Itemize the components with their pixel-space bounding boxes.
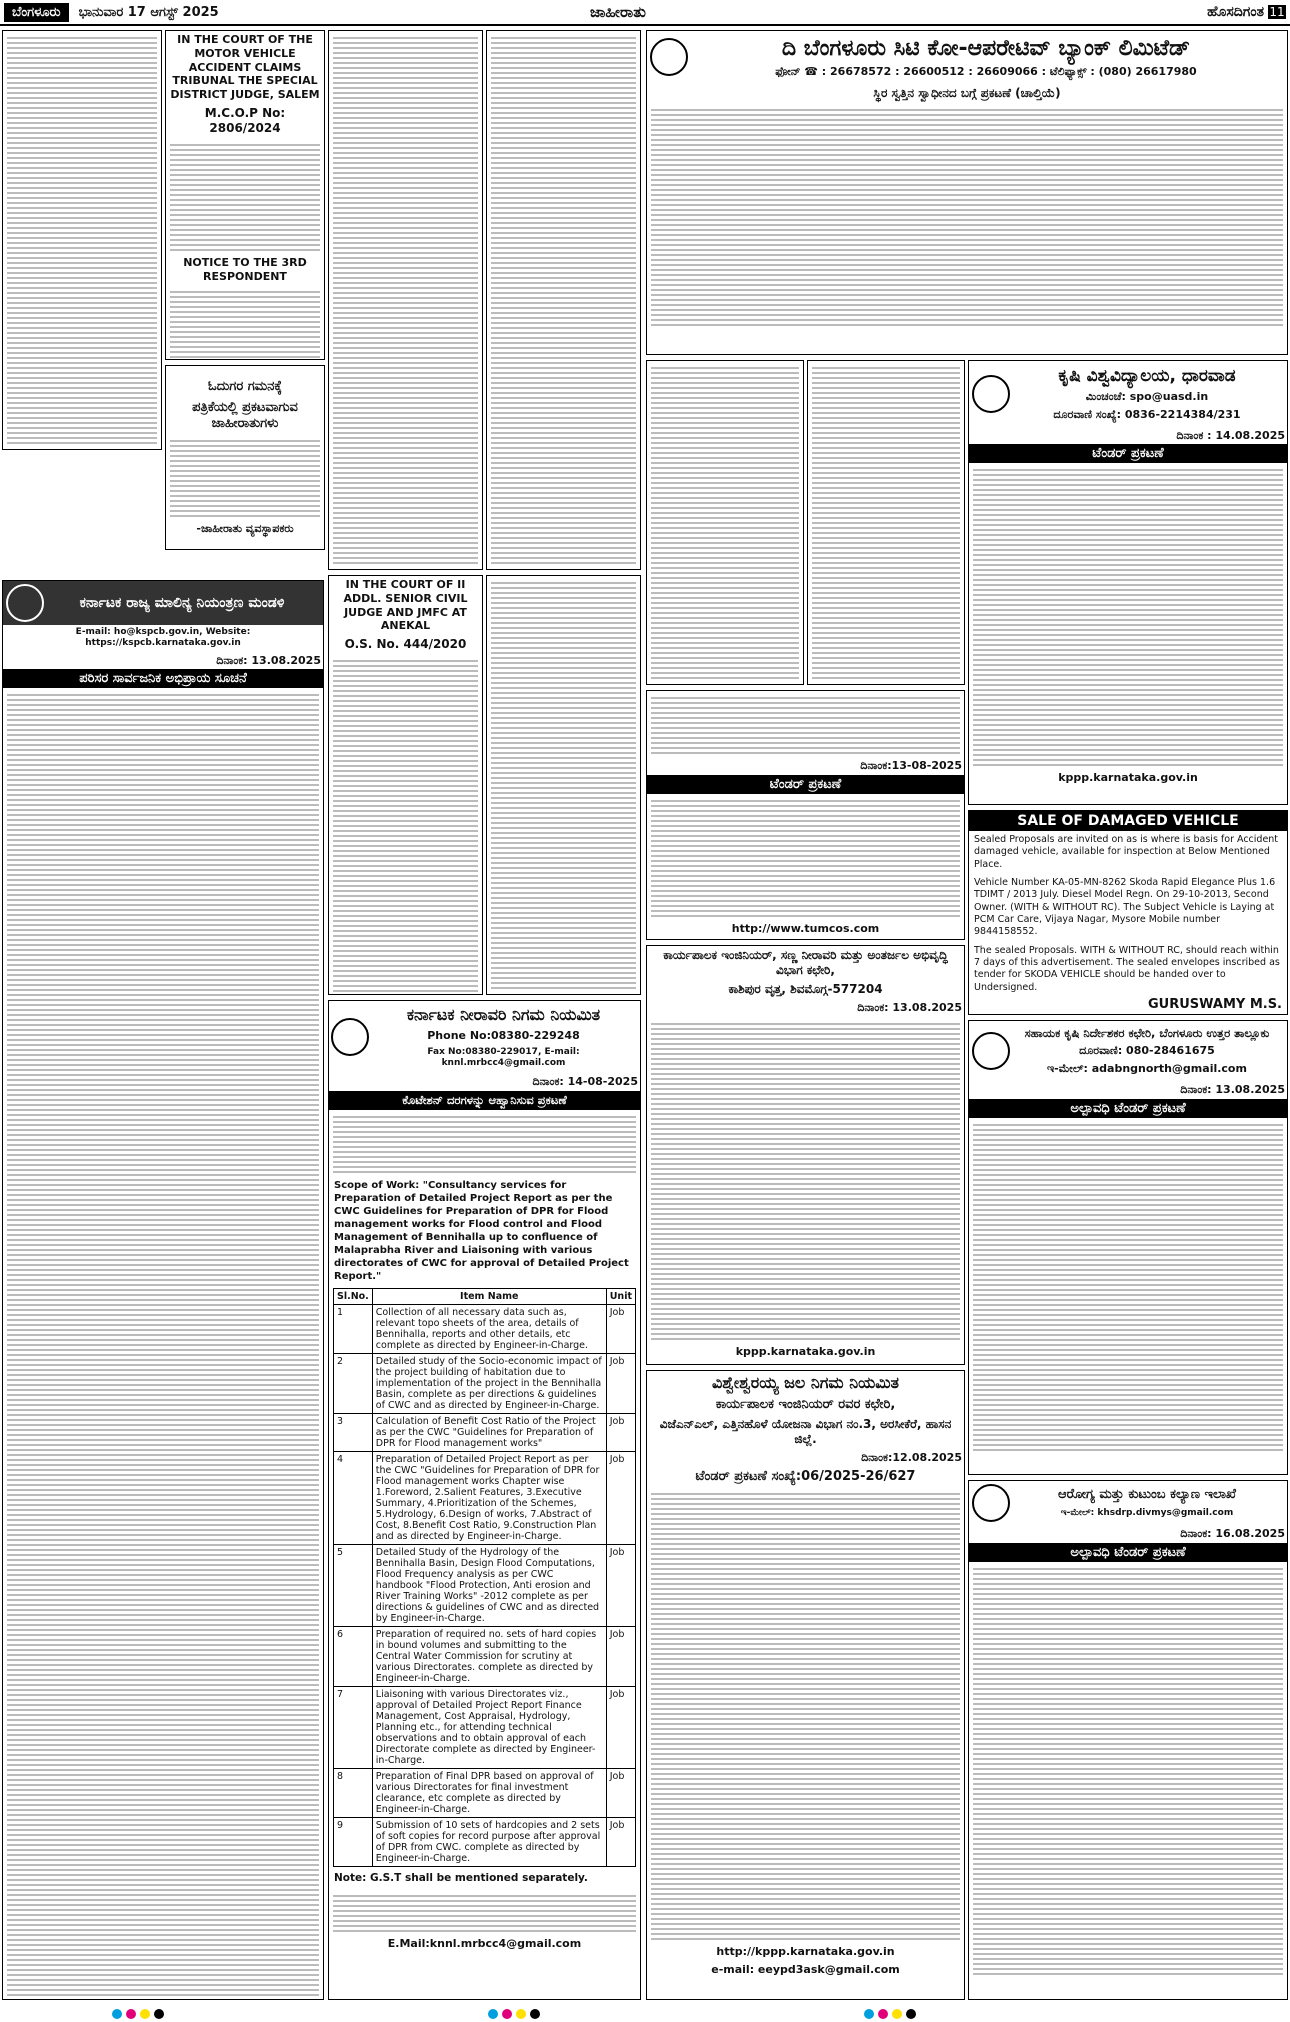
knnl-bar: ಕೊಟೇಶನ್ ದರಗಳನ್ನು ಆಹ್ವಾನಿಸುವ ಪ್ರಕಟಣೆ: [329, 1091, 640, 1110]
tumcos-header: [651, 694, 960, 754]
bank-notice-heading: ಸ್ಥಿರ ಸ್ವತ್ತಿನ ಸ್ವಾಧೀನದ ಬಗ್ಗೆ ಪ್ರಕಟಣೆ (ಚಾಲ್ತಿಯೆ): [873, 85, 1061, 100]
item-number: 3: [334, 1414, 373, 1452]
notice-text-lines-3: [491, 34, 636, 564]
page-number: 11: [1269, 5, 1285, 19]
health-body: [973, 1565, 1283, 1975]
anekal-court-notice: [328, 575, 483, 995]
notice-text-lines-6: [491, 579, 636, 989]
damaged-vehicle-condition: The sealed Proposals. WITH & WITHOUT RC, should reach within 7 days of this advertisement. The sealed envelopes inscribed as tender for SKODA VEHICLE should be handed over to Undersigned.: [974, 944, 1280, 993]
coop-bank-notice: [646, 30, 1288, 355]
ksda-date: ದಿನಾಂಕ: 13.08.2025: [1180, 1082, 1285, 1096]
tumcos-site: http://www.tumcos.com: [731, 921, 880, 935]
color-registration-strip: [0, 2006, 1290, 2022]
uas-tender-notice: [968, 360, 1288, 805]
motor-court-case-no: M.C.O.P No: 2806/2024: [204, 105, 286, 135]
damaged-vehicle-text: Sealed Proposals are invited on as is where is basis for Accident damaged vehicle, available for inspection at Below Mentioned Place.: [974, 834, 1279, 870]
tumcos-bar: ಟೆಂಡರ್ ಪ್ರಕಟಣೆ: [647, 775, 964, 794]
court-notice-col2: [328, 30, 483, 570]
black-mark: [530, 2009, 540, 2019]
reader-notice-line1: ಓದುಗರ ಗಮನಕ್ಕೆ: [208, 379, 282, 395]
yellow-mark: [892, 2009, 902, 2019]
table-row: [334, 1305, 636, 1354]
motor-court-notice: [165, 30, 325, 360]
item-number: 2: [334, 1354, 373, 1414]
vjnl-sub2: ವಿಜೆಎನ್ಎಲ್, ಎತ್ತಿನಹೊಳೆ ಯೋಜನಾ ವಿಭಾಗ ನಂ.3, ಅರಸೀಕೆರೆ, ಹಾಸನ ಜಿಲ್ಲೆ.: [659, 1417, 952, 1447]
ksda-phone: ದೂರವಾಣಿ: 080-28461675: [1079, 1044, 1215, 1058]
col-item: Item Name: [372, 1289, 606, 1305]
ksda-tender-notice: [968, 1020, 1288, 1475]
edition-label: ಬೆಂಗಳೂರು: [4, 3, 69, 22]
knnl-title: ಕರ್ನಾಟಕ ನೀರಾವರಿ ನಿಗಮ ನಿಯಮಿತ: [406, 1005, 601, 1024]
knnl-footer: [333, 1892, 636, 1932]
item-number: 1: [334, 1305, 373, 1354]
health-tender-notice: [968, 1480, 1288, 2000]
tumcos-date: ದಿನಾಂಕ:13-08-2025: [860, 759, 962, 772]
health-bar: ಅಲ್ಪಾವಧಿ ಟೆಂಡರ್ ಪ್ರಕಟಣೆ: [969, 1543, 1287, 1562]
court-notice-col4: [646, 360, 804, 685]
black-mark: [906, 2009, 916, 2019]
item-number: 9: [334, 1818, 373, 1867]
tumcos-body: [651, 797, 960, 917]
knnl-phone: Phone No:08380-229248: [427, 1029, 580, 1042]
uas-email: ಮಿಂಚಂಚೆ: spo@uasd.in: [1085, 390, 1209, 403]
knnl-email: Fax No:08380-229017, E-mail: knnl.mrbcc4@gmail.com: [427, 1046, 580, 1068]
table-row: [334, 1414, 636, 1452]
item-unit: Job: [606, 1769, 635, 1818]
cyan-mark: [864, 2009, 874, 2019]
item-unit: Job: [606, 1627, 635, 1687]
notice-text-lines-2: [333, 34, 478, 564]
uas-body: [973, 466, 1283, 766]
court-notice-col5: [807, 360, 965, 685]
court-notice-small: [2, 30, 162, 450]
reader-notice-line2: ಪತ್ರಿಕೆಯಲ್ಲಿ ಪ್ರಕಟವಾಗುವ ಜಾಹೀರಾತುಗಳು: [192, 399, 298, 431]
item-unit: Job: [606, 1818, 635, 1867]
ksda-emblem: [972, 1032, 1010, 1070]
knnl-emblem: [331, 1018, 369, 1056]
irrigation-place: ಕಾಶಿಪುರ ವೃತ್ತ, ಶಿವಮೊಗ್ಗ-577204: [728, 982, 883, 996]
ksda-body: [973, 1121, 1283, 1451]
item-name: Collection of all necessary data such as, relevant topo sheets of the area, details of Bennihalla, reports and other details, etc complete as directed by Engineer-in-Charge.: [372, 1305, 606, 1354]
knnl-quotation-notice: [328, 1000, 641, 2000]
health-email: ಇ-ಮೇಲ್: khsdrp.divmys@gmail.com: [1060, 1507, 1234, 1518]
table-row: [334, 1769, 636, 1818]
knnl-note: Note: G.S.T shall be mentioned separately.: [334, 1872, 588, 1884]
notice-text-lines: [7, 34, 157, 444]
notice-text-lines-4: [651, 364, 799, 679]
reader-notice-body: [170, 437, 320, 517]
kspcb-bar: ಪರಿಸರ ಸಾರ್ವಜನಿಕ ಅಭಿಪ್ರಾಯ ಸೂಚನೆ: [3, 669, 323, 688]
knnl-intro: [333, 1113, 636, 1173]
court-notice-col3: [486, 30, 641, 570]
uas-title: ಕೃಷಿ ವಿಶ್ವವಿದ್ಯಾಲಯ, ಧಾರವಾಡ: [1058, 366, 1236, 386]
item-number: 8: [334, 1769, 373, 1818]
anekal-court-case: O.S. No. 444/2020: [344, 637, 467, 651]
yellow-mark: [516, 2009, 526, 2019]
motor-court-body: [170, 288, 320, 360]
item-name: Detailed study of the Socio-economic impact of the project building of habitation due to implementation of the project in the Bennihalla Basin, complete as per directions & guidelines of CWC and as directed by Engineer-in-Charge.: [372, 1354, 606, 1414]
irrigation-body: [651, 1020, 960, 1340]
vjnl-title: ವಿಶ್ವೇಶ್ವರಯ್ಯ ಜಲ ನಿಗಮ ನಿಯಮಿತ: [711, 1373, 900, 1392]
damaged-vehicle-details: Vehicle Number KA-05-MN-8262 Skoda Rapid Elegance Plus 1.6 TDIMT / 2013 July. Diesel Model Regn. On 29-10-2013, Second Owner. (WITH & WITHOUT RC). The Subject Vehicle is Laying at PCM Car Care, Vijaya Nagar, Mysore Mobile number 9844158552.: [974, 877, 1276, 938]
ksda-email: ಇ-ಮೇಲ್: adabngnorth@gmail.com: [1047, 1062, 1247, 1076]
item-name: Preparation of Detailed Project Report as per the CWC "Guidelines for Preparation of DPR for Flood management works Chapter wise 1.Foreword, 2.Salient Features, 3.Executive Summary, 4.Prioritization of the Schemes, 5.Hydrology, 6.Design of works, 7.Abstract of Cost, 8.Benefit Cost Ratio, 9.Construction Plan and as directed by Engineer-in-Charge.: [372, 1452, 606, 1545]
notice-text-lines-5: [812, 364, 960, 679]
kspcb-body: [7, 691, 319, 2000]
tumcos-tender: [646, 690, 965, 940]
motor-court-title: IN THE COURT OF THE MOTOR VEHICLE ACCIDENT CLAIMS TRIBUNAL THE SPECIAL DISTRICT JUDGE, SALEM: [170, 33, 320, 101]
ksda-bar: ಅಲ್ಪಾವಧಿ ಟೆಂಡರ್ ಪ್ರಕಟಣೆ: [969, 1099, 1287, 1118]
item-number: 5: [334, 1545, 373, 1627]
item-unit: Job: [606, 1414, 635, 1452]
bank-logo: [650, 38, 688, 76]
bank-title: ದಿ ಬೆಂಗಳೂರು ಸಿಟಿ ಕೋ-ಆಪರೇಟಿವ್ ಬ್ಯಾಂಕ್ ಲಿಮಿಟೆಡ್: [781, 36, 1191, 61]
kspcb-notice: [2, 580, 324, 2000]
item-name: Preparation of Final DPR based on approval of various Directorates for final investment clearance, etc complete as directed by Engineer-in-Charge.: [372, 1769, 606, 1818]
magenta-mark: [878, 2009, 888, 2019]
kspcb-date: ದಿನಾಂಕ: 13.08.2025: [216, 653, 321, 667]
irrigation-tender: [646, 945, 965, 1365]
anekal-court-body: [333, 657, 478, 995]
item-name: Submission of 10 sets of hardcopies and 2 sets of soft copies for record purpose after approval of DPR from CWC. complete as directed by Engineer-in-Charge.: [372, 1818, 606, 1867]
kspcb-title: ಕರ್ನಾಟಕ ರಾಜ್ಯ ಮಾಲಿನ್ಯ ನಿಯಂತ್ರಣ ಮಂಡಳಿ: [79, 595, 285, 611]
knnl-scope: Scope of Work: "Consultancy services for Preparation of Detailed Project Report as per the CWC Guidelines for Preparation of DPR for Flood management works for Flood control and Flood Management of Bennihalla up to confluence of Malaprabha River and Liaisoning with various directorates of CWC for approval of Detailed Project Report.": [334, 1180, 629, 1282]
magenta-mark: [126, 2009, 136, 2019]
vjnl-tender-notice: [646, 1370, 965, 2000]
health-title: ಆರೋಗ್ಯ ಮತ್ತು ಕುಟುಂಬ ಕಲ್ಯಾಣ ಇಲಾಖೆ: [1058, 1487, 1236, 1503]
notice-col6: [486, 575, 641, 995]
anekal-court-title: IN THE COURT OF II ADDL. SENIOR CIVIL JUDGE AND JMFC AT ANEKAL: [343, 578, 468, 633]
item-name: Calculation of Benefit Cost Ratio of the Project as per the CWC "Guidelines for Preparation of DPR for Flood management works": [372, 1414, 606, 1452]
item-name: Liaisoning with various Directorates viz., approval of Detailed Project Report Finance Management, Cost Appraisal, Hydrology, Planning etc., for attending technical observations and to obtain approval of each Directorate complete as directed by Engineer-in-Charge.: [372, 1687, 606, 1769]
page-header: [0, 0, 1290, 26]
reader-notice-sign: -ಜಾಹೀರಾತು ವ್ಯವಸ್ಥಾಪಕರು: [196, 522, 294, 535]
col-unit: Unit: [606, 1289, 635, 1305]
ksda-title: ಸಹಾಯಕ ಕೃಷಿ ನಿರ್ದೇಶಕರ ಕಛೇರಿ, ಬೆಂಗಳೂರು ಉತ್ತರ ತಾಲ್ಲೂಕು: [1024, 1026, 1270, 1040]
table-row: [334, 1627, 636, 1687]
health-date: ದಿನಾಂಕ: 16.08.2025: [1180, 1527, 1285, 1540]
uas-phone: ದೂರವಾಣಿ ಸಂಖ್ಯೆ: 0836-2214384/231: [1053, 407, 1241, 421]
irrigation-title: ಕಾರ್ಯಪಾಲಕ ಇಂಜಿನಿಯರ್, ಸಣ್ಣ ನೀರಾವರಿ ಮತ್ತು ಅಂತರ್ಜಲ ಅಭಿವೃದ್ಧಿ ವಿಭಾಗ ಕಛೇರಿ,: [663, 948, 948, 977]
paper-name: ಹೊಸದಿಗಂತ: [1207, 4, 1264, 20]
motor-court-parties: [170, 141, 320, 251]
section-label: ಜಾಹೀರಾತು: [590, 3, 646, 21]
knnl-mail: E.Mail:knnl.mrbcc4@gmail.com: [387, 1936, 582, 1950]
table-row: [334, 1452, 636, 1545]
yellow-mark: [140, 2009, 150, 2019]
item-unit: Job: [606, 1687, 635, 1769]
vjnl-tender-no: ಟೆಂಡರ್ ಪ್ರಕಟಣೆ ಸಂಖ್ಯೆ:06/2025-26/627: [695, 1469, 916, 1484]
uas-portal: kppp.karnataka.gov.in: [1058, 771, 1198, 785]
surveyor-name: GURUSWAMY M.S.: [1147, 997, 1282, 1013]
table-row: [334, 1354, 636, 1414]
item-unit: Job: [606, 1354, 635, 1414]
item-unit: Job: [606, 1452, 635, 1545]
vjnl-portal: http://kppp.karnataka.gov.in: [716, 1945, 895, 1959]
irrigation-portal: kppp.karnataka.gov.in: [735, 1344, 876, 1358]
damaged-vehicle-ad: [968, 810, 1288, 1015]
col-sl: Sl.No.: [334, 1289, 373, 1305]
surveyor-role: [974, 1012, 1282, 1015]
item-number: 6: [334, 1627, 373, 1687]
motor-court-notice-heading: NOTICE TO THE 3RD RESPONDENT: [183, 255, 307, 283]
knnl-date: ದಿನಾಂಕ: 14-08-2025: [532, 1075, 638, 1089]
vjnl-sub: ಕಾರ್ಯಪಾಲಕ ಇಂಜಿನಿಯರ್ ರವರ ಕಛೇರಿ,: [715, 1397, 896, 1412]
bank-notice-body: [651, 106, 1283, 326]
item-number: 4: [334, 1452, 373, 1545]
cyan-mark: [112, 2009, 122, 2019]
uas-date: ದಿನಾಂಕ : 14.08.2025: [1176, 428, 1285, 442]
black-mark: [154, 2009, 164, 2019]
vjnl-body: [651, 1490, 960, 1940]
item-name: Detailed Study of the Hydrology of the Bennihalla Basin, Design Flood Computations, Flood Frequency analysis as per CWC handbook "Flood Protection, Anti erosion and River Training Works" -2012 complete as per directions & guidelines of CWC and as directed by Engineer-in-Charge.: [372, 1545, 606, 1627]
magenta-mark: [502, 2009, 512, 2019]
cyan-mark: [488, 2009, 498, 2019]
uas-bar: ಟೆಂಡರ್ ಪ್ರಕಟಣೆ: [969, 444, 1287, 463]
date-label: ಭಾನುವಾರ 17 ಆಗಸ್ಟ್ 2025: [78, 4, 219, 20]
irrigation-date: ದಿನಾಂಕ: 13.08.2025: [857, 1001, 962, 1014]
kspcb-emblem: [6, 584, 44, 622]
table-row: [334, 1818, 636, 1867]
item-name: Preparation of required no. sets of hard copies in bound volumes and submitting to the Central Water Commission for scrutiny at various Directorates. complete as directed by Engineer-in-Charge.: [372, 1627, 606, 1687]
health-emblem: [972, 1484, 1010, 1522]
table-row: [334, 1545, 636, 1627]
govt-reader-notice: [165, 365, 325, 550]
item-unit: Job: [606, 1305, 635, 1354]
bank-phone: ಫೋನ್ ☎ : 26678572 : 26600512 : 26609066 : ಟೆಲಿಫ್ಯಾಕ್ಸ್ : (080) 26617980: [775, 65, 1197, 78]
item-unit: Job: [606, 1545, 635, 1627]
knnl-items-table: [333, 1288, 636, 1867]
uas-emblem: [972, 375, 1010, 413]
damaged-vehicle-bar: SALE OF DAMAGED VEHICLE: [969, 811, 1287, 831]
kspcb-website: E-mail: ho@kspcb.gov.in, Website: https://kspcb.karnataka.gov.in: [75, 627, 251, 649]
table-row: [334, 1687, 636, 1769]
vjnl-mail: e-mail: eeypd3ask@gmail.com: [711, 1963, 900, 1976]
item-number: 7: [334, 1687, 373, 1769]
vjnl-date: ದಿನಾಂಕ:12.08.2025: [861, 1451, 962, 1465]
